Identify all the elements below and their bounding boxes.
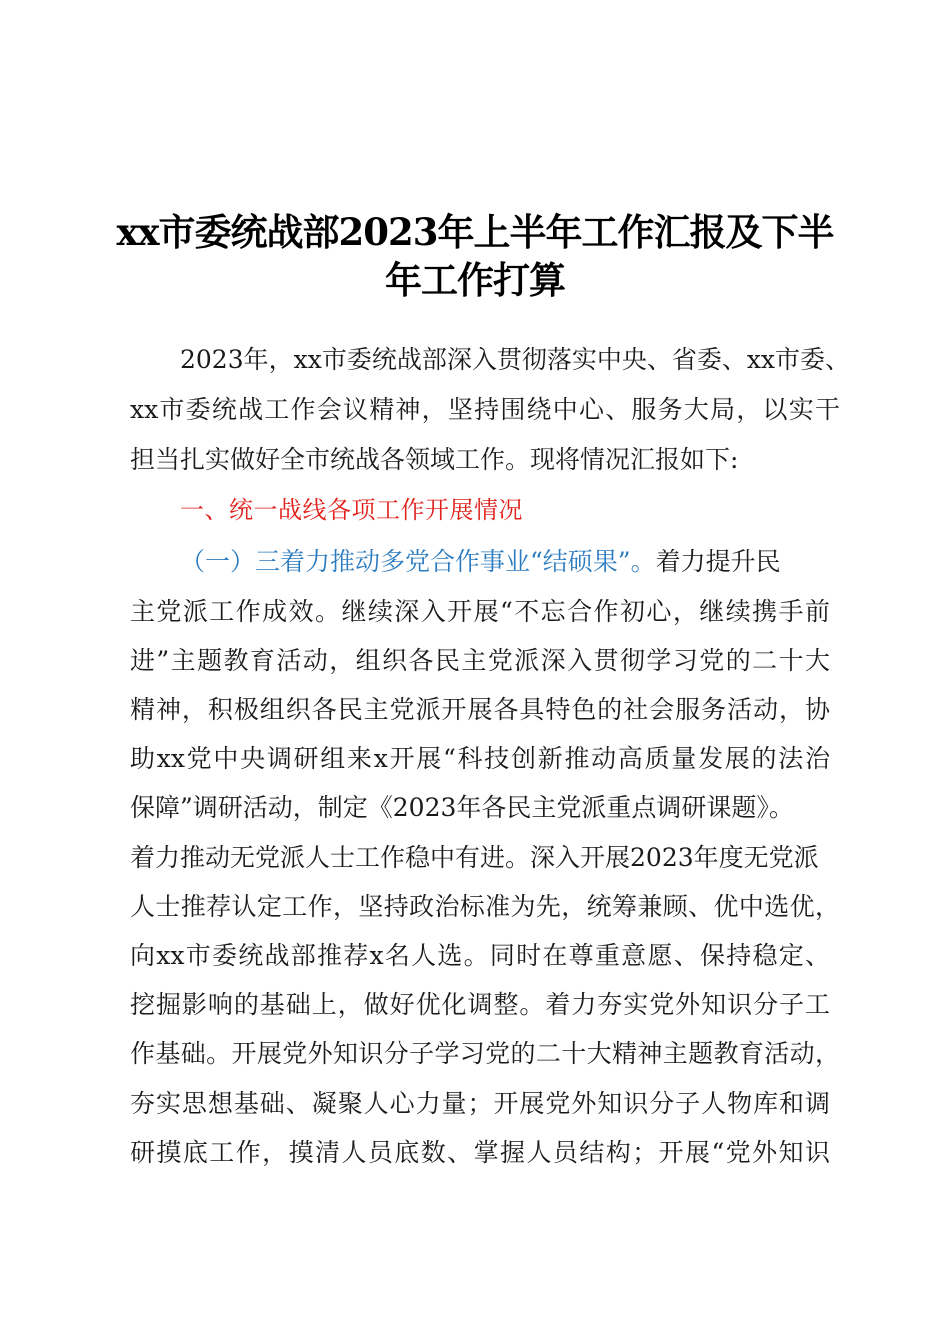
body-line-8: 向xx市委统战部推荐x名人选。同时在尊重意愿、保持稳定、: [130, 941, 830, 970]
body-line-7: 人士推荐认定工作，坚持政治标准为先，统筹兼顾、优中选优，: [130, 892, 840, 921]
intro-line-3: 担当扎实做好全市统战各领域工作。现将情况汇报如下:: [130, 445, 739, 474]
document-title-line-2: 年工作打算: [385, 258, 565, 302]
body-line-9: 挖掘影响的基础上，做好优化调整。着力夯实党外知识分子工: [130, 990, 830, 1019]
subsection-1-first-line-text: 着力提升民: [655, 547, 781, 576]
body-line-11: 夯实思想基础、凝聚人心力量；开展党外知识分子人物库和调: [130, 1089, 830, 1118]
body-line-6: 着力推动无党派人士工作稳中有进。深入开展2023年度无党派: [130, 843, 819, 872]
intro-line-1: 2023年，xx市委统战部深入贯彻落实中央、省委、xx市委、: [180, 345, 851, 374]
section-heading-1: 一、统一战线各项工作开展情况: [180, 496, 523, 524]
body-line-12: 研摸底工作，摸清人员底数、掌握人员结构；开展“党外知识: [130, 1138, 830, 1167]
intro-line-2: xx市委统战工作会议精神，坚持围绕中心、服务大局，以实干: [130, 395, 840, 424]
body-line-4: 助xx党中央调研组来x开展“科技创新推动高质量发展的法治: [130, 744, 830, 773]
body-line-3: 精神，积极组织各民主党派开展各具特色的社会服务活动，协: [130, 695, 830, 724]
subsection-heading-1: （一）三着力推动多党合作事业“结硕果”。: [180, 547, 656, 576]
body-line-5: 保障”调研活动，制定《2023年各民主党派重点调研课题》。: [130, 793, 794, 822]
body-line-10: 作基础。开展党外知识分子学习党的二十大精神主题教育活动，: [130, 1039, 840, 1068]
body-line-2: 进”主题教育活动，组织各民主党派深入贯彻学习党的二十大: [130, 646, 830, 675]
subsection-heading-1-line: [180, 542, 840, 578]
body-line-1: 主党派工作成效。继续深入开展“不忘合作初心，继续携手前: [130, 597, 830, 626]
document-title-line-1: xx市委统战部2023年上半年工作汇报及下半: [116, 210, 834, 254]
